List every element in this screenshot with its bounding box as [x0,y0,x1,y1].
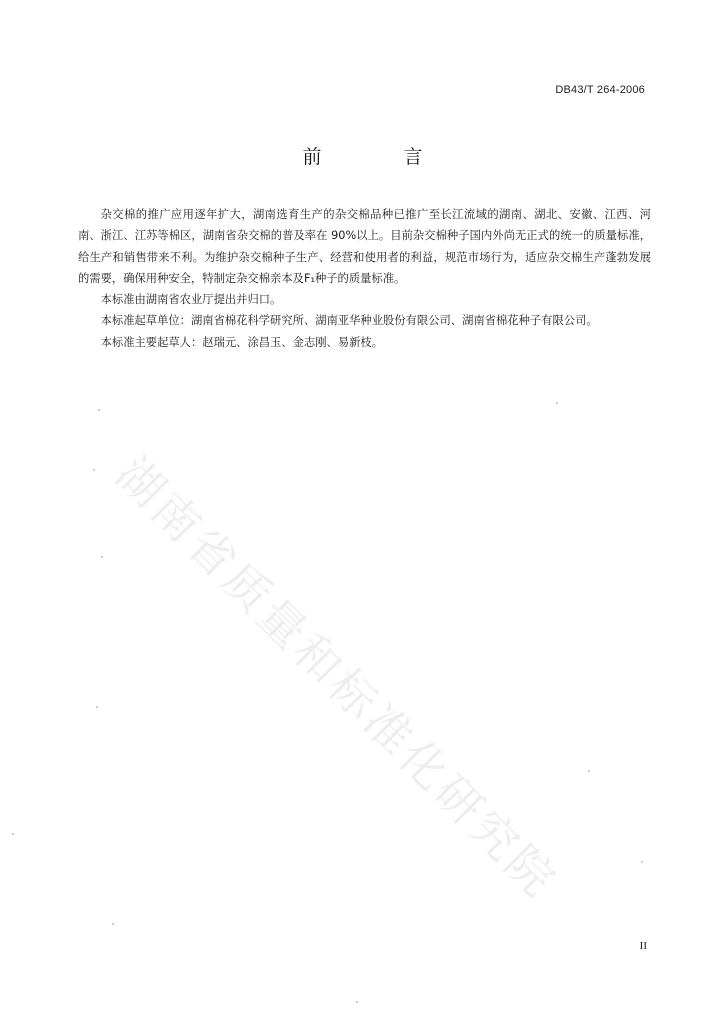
scan-speck [356,1001,358,1003]
scan-speck [12,833,14,835]
scan-speck [98,409,100,411]
scan-speck [112,923,114,925]
scan-speck [96,706,98,708]
foreword-body [78,204,651,353]
scan-speck [556,402,558,404]
section-title: 前 言 [302,146,461,168]
scan-speck [93,469,95,471]
paragraph-drafting-units: 本标准起草单位：湖南省棉花科学研究所、湖南亚华种业股份有限公司、湖南省棉花种子有限公司。 [100,314,598,328]
standard-code: DB43/T 264-2006 [555,84,645,96]
watermark: 湖南省质量和标准化研究院 [105,446,568,909]
scan-speck [641,861,643,863]
paragraph-proposer: 本标准由湖南省农业厅提出并归口。 [100,293,282,307]
paragraph-drafters: 本标准主要起草人：赵瑞元、涂昌玉、金志刚、易新枝。 [100,335,384,349]
scan-speck [101,556,103,558]
scan-speck [588,770,590,772]
page-number: II [639,940,647,952]
paragraph-background: 杂交棉的推广应用逐年扩大，湖南选育生产的杂交棉品种已推广至长江流域的湖南、湖北、安徽、江西、河南、浙江、江苏等棉区，湖南省杂交棉的普及率在 90%以上。目前杂交棉种子国内外尚无正式的统一的质量标准，给生产和销售带来不利。为维护杂交棉种子生产、经营和使用者的利益，规范市场行为，适应杂交棉生产蓬勃发展的需要，确保用种安全，特制定杂交棉亲本及F₁种子的质量标准。 [78,208,651,285]
